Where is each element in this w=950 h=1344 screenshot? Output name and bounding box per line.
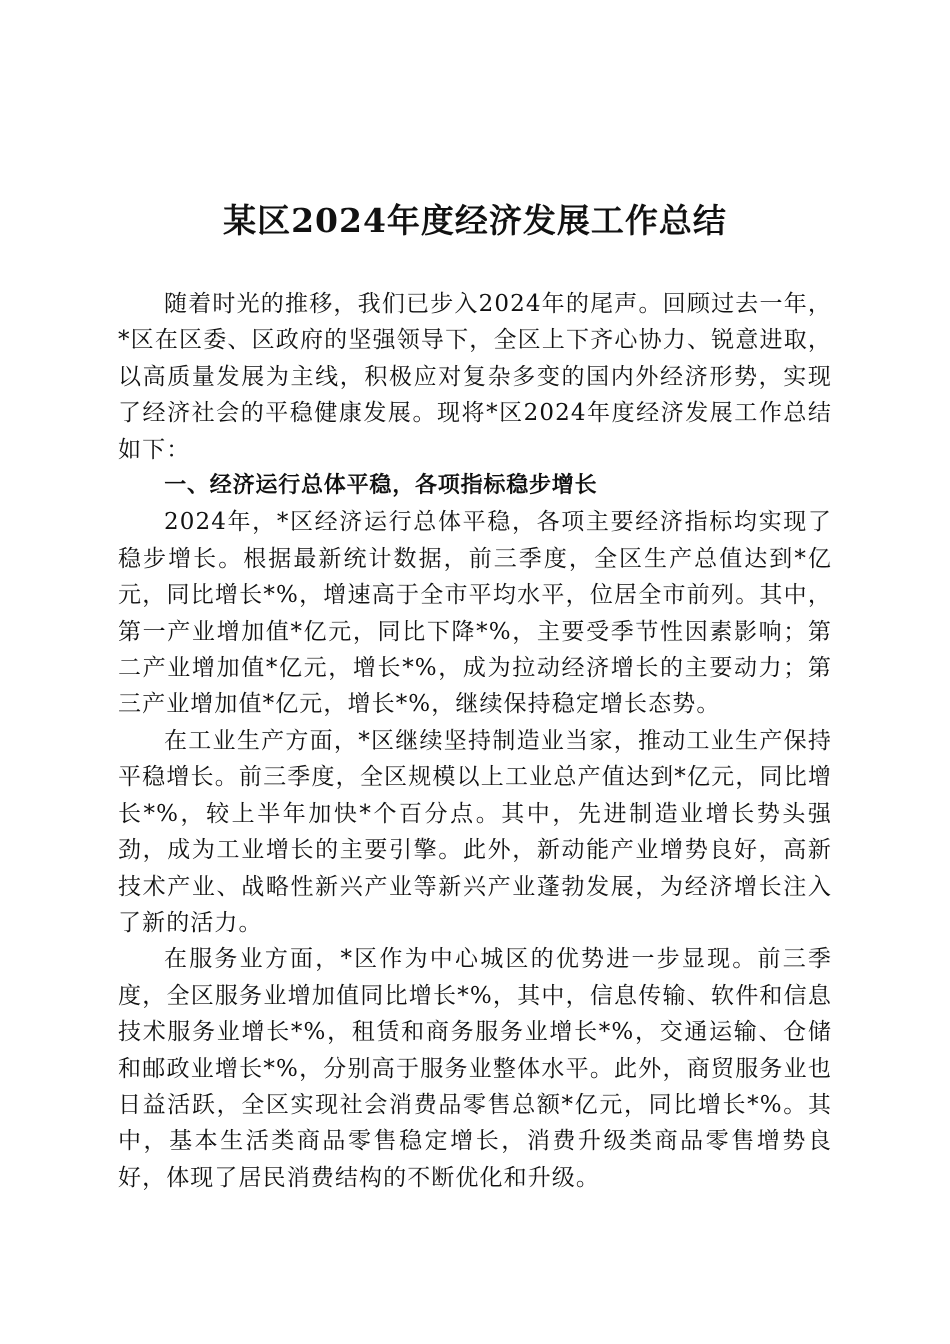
body-paragraph: 2024年，*区经济运行总体平稳，各项主要经济指标均实现了稳步增长。根据最新统计数据，前三季度，全区生产总值达到*亿元，同比增长*%，增速高于全市平均水平，位居全市前列。其中，第一产业增加值*亿元，同比下降*%，主要受季节性因素影响；第二产业增加值*亿元，增长*%，成为拉动经济增长的主要动力；第三产业增加值*亿元，增长*%，继续保持稳定增长态势。 [118,509,832,718]
document-body [118,286,832,1196]
body-paragraph: 在服务业方面，*区作为中心城区的优势进一步显现。前三季度，全区服务业增加值同比增长*%，其中，信息传输、软件和信息技术服务业增长*%，租赁和商务服务业增长*%，交通运输、仓储和邮政业增长*%，分别高于服务业整体水平。此外，商贸服务业也日益活跃，全区实现社会消费品零售总额*亿元，同比增长*%。其中，基本生活类商品零售稳定增长，消费升级类商品零售增势良好，体现了居民消费结构的不断优化和升级。 [118,946,832,1191]
body-paragraph: 在工业生产方面，*区继续坚持制造业当家，推动工业生产保持平稳增长。前三季度，全区规模以上工业总产值达到*亿元，同比增长*%，较上半年加快*个百分点。其中，先进制造业增长势头强劲，成为工业增长的主要引擎。此外，新动能产业增势良好，高新技术产业、战略性新兴产业等新兴产业蓬勃发展，为经济增长注入了新的活力。 [118,727,832,936]
section-heading: 一、经济运行总体平稳，各项指标稳步增长 [164,473,598,499]
document-title: 某区2024年度经济发展工作总结 [223,201,727,240]
intro-paragraph: 随着时光的推移，我们已步入2024年的尾声。回顾过去一年，*区在区委、区政府的坚强领导下，全区上下齐心协力、锐意进取，以高质量发展为主线，积极应对复杂多变的国内外经济形势，实现了经济社会的平稳健康发展。现将*区2024年度经济发展工作总结如下： [118,291,832,463]
